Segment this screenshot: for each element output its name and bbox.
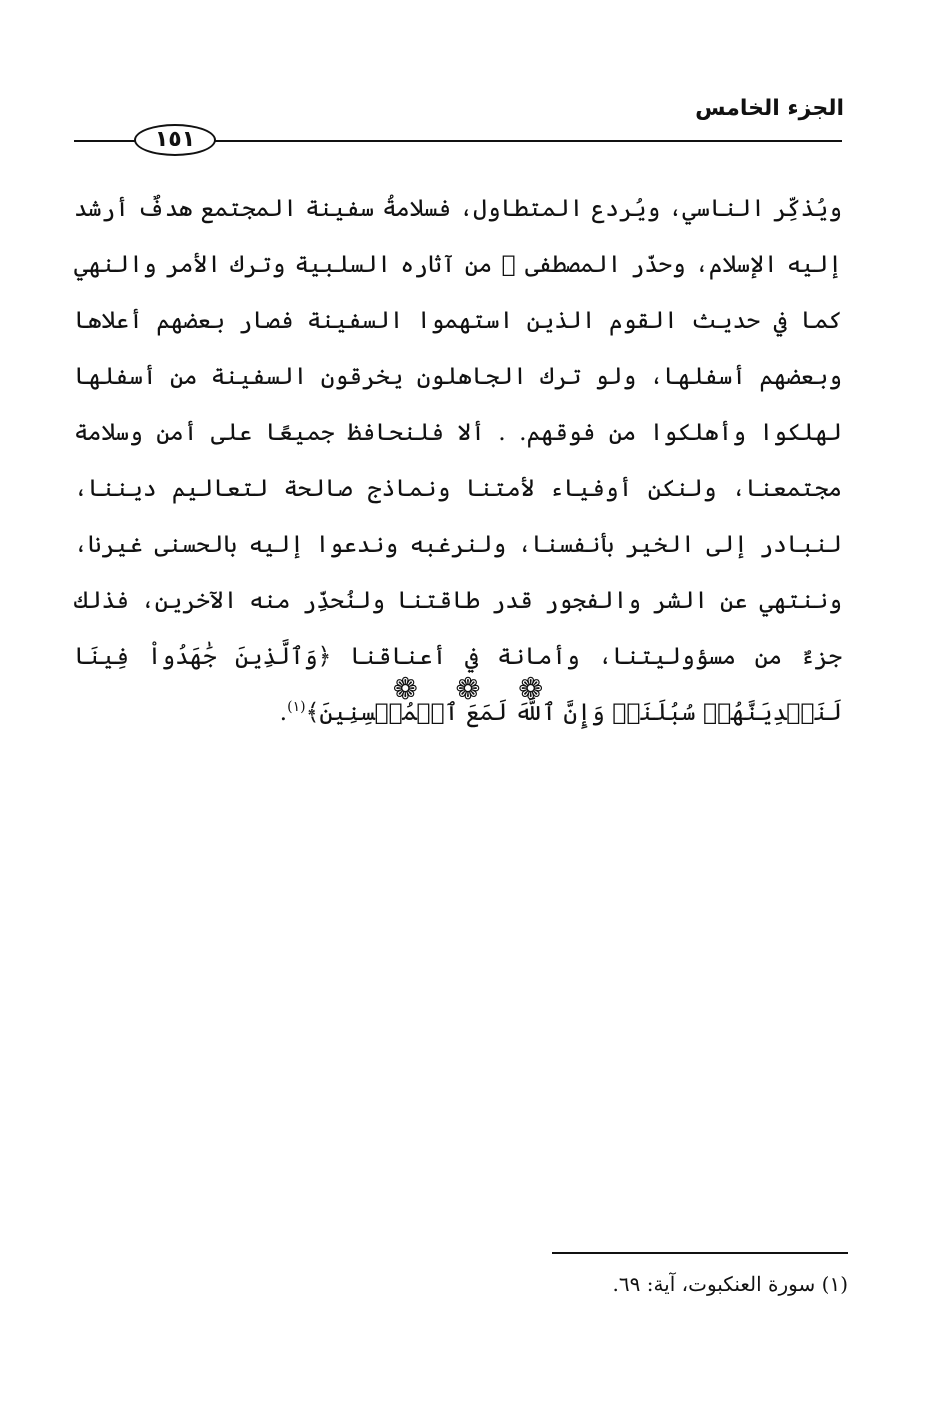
paragraph-text: ويُذكِّر الناسي، ويُردع المتطاول، فسلامةُ سفينة المجتمع هدفٌ أرشد إليه الإسلام، وحذّر المصطفى ﷺ من آثاره السلبية وترك الأمر والنهي كما في حديث القوم الذين استهموا السفينة فصار بعضهم أعلاها وبعضهم أسفلها، ولو ترك الجاهلون يخرقون السفينة من أسفلها لهلكوا وأهلكوا من فوقهم. . ألا فلنحافظ جميعًا على أمن وسلامة مجتمعنا، ولنكن أوفياء لأمتنا ونماذج صالحة لتعاليم ديننا، لنبادر إلى الخير بأنفسنا، ولنرغبه وندعوا إليه بالحسنى غيرنا، وننتهي عن الشر والفجور قدر طاقتنا ولنُحذِّر منه الآخرين، فذلك جزءٌ من مسؤوليتنا، وأمانة في أعناقنا xyxy=(74,194,842,670)
quran-verse: ﴿وَٱلَّذِينَ جَٰهَدُواْ فِينَا لَنَهۡدِيَنَّهُمۡ سُبُلَنَاۚ وَإِنَّ ٱللَّهَ لَمَعَ ٱلۡمُحۡسِنِينَ﴾ xyxy=(74,642,842,726)
footnote: (١) سورة العنكبوت، آية: ٦٩. xyxy=(612,1272,848,1296)
footnote-marker: (١) xyxy=(287,699,306,716)
section-separator-ornaments: ❁ ❁ ❁ xyxy=(392,672,558,707)
end-punctuation: . xyxy=(279,698,288,726)
main-paragraph xyxy=(74,180,842,740)
running-header-title: الجزء الخامس xyxy=(695,96,844,121)
page-number: ١٥١ xyxy=(134,124,216,156)
footnote-rule xyxy=(552,1252,848,1254)
